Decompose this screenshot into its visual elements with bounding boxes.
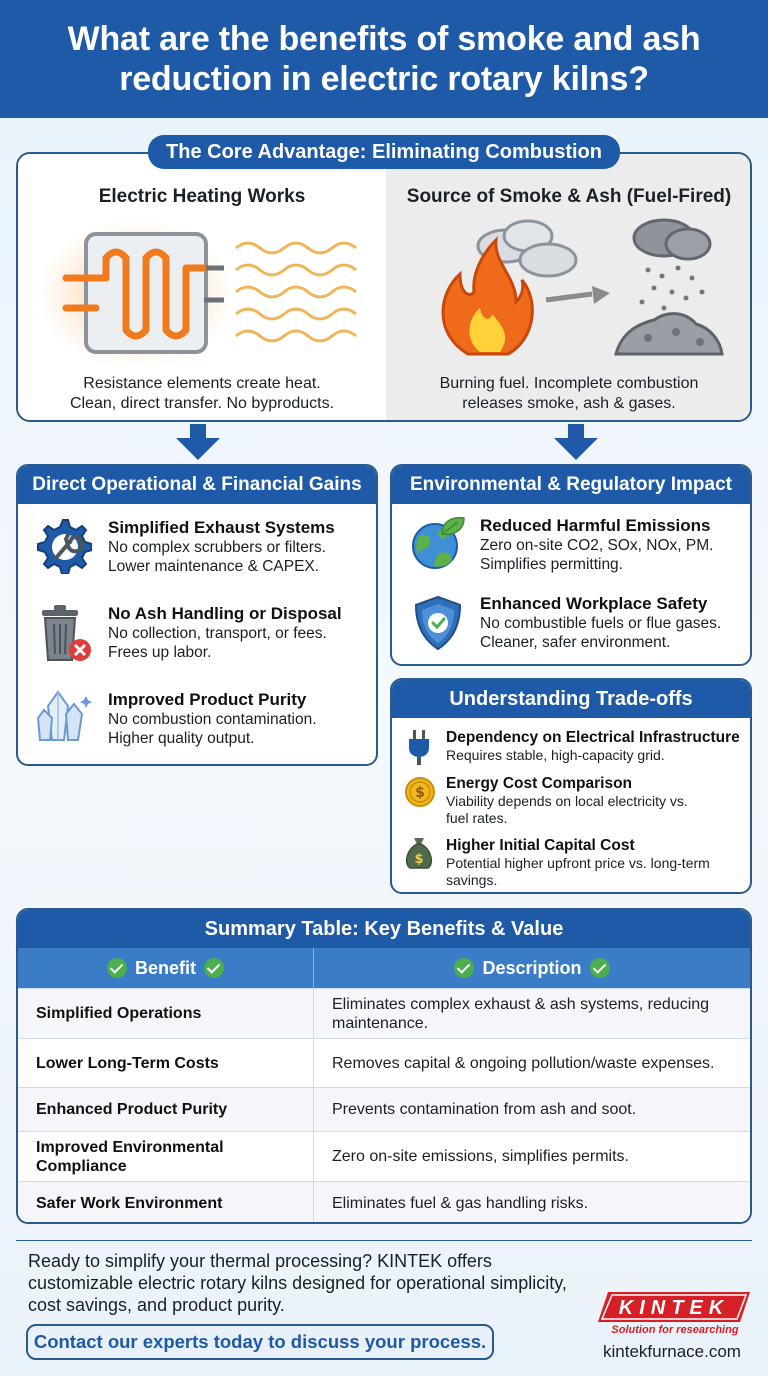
fuel-fired-panel [386, 154, 752, 420]
contact-experts-button[interactable]: Contact our experts today to discuss your process. [26, 1324, 494, 1360]
page-title: What are the benefits of smoke and ash reduction in electric rotary kilns? [67, 20, 701, 98]
check-icon [204, 958, 224, 978]
globe-leaf-icon [408, 514, 466, 572]
gain-item-purity: Improved Product Purity No combustion contamination. Higher quality output. [108, 690, 317, 747]
table-row: Improved Environmental Compliance Zero on-site emissions, simplifies permits. [18, 1131, 750, 1181]
money-bag-icon [402, 834, 436, 870]
flame-smoke-ash-icon [416, 214, 726, 364]
heating-coil-icon [36, 218, 376, 368]
shield-check-icon [412, 594, 464, 652]
trash-bin-x-icon [36, 602, 92, 664]
electric-heating-panel [18, 154, 386, 420]
gear-wrench-icon [34, 516, 92, 574]
check-icon [590, 958, 610, 978]
table-row: Simplified Operations Eliminates complex exhaust & ash systems, reducing maintenance. [18, 988, 750, 1038]
env-item-emissions: Reduced Harmful Emissions Zero on-site CO2, SOx, NOx, PM. Simplifies permitting. [480, 516, 714, 573]
plug-icon [404, 728, 434, 766]
gains-card [16, 464, 378, 766]
electric-caption: Resistance elements create heat. Clean, direct transfer. No byproducts. [69, 375, 335, 412]
env-item-safety: Enhanced Workplace Safety No combustible fuels or flue gases. Cleaner, safer environment. [480, 594, 722, 651]
crystal-icon [34, 688, 94, 746]
fuel-heading: Source of Smoke & Ash (Fuel-Fired) [406, 186, 732, 207]
svg-text:$: $ [415, 785, 425, 801]
table-row: Enhanced Product Purity Prevents contamination from ash and soot. [18, 1087, 750, 1131]
tradeoff-item-infrastructure: Dependency on Electrical Infrastructure Requires stable, high-capacity grid. [446, 729, 740, 763]
kintek-logo [598, 1292, 750, 1322]
website-link[interactable]: kintekfurnace.com [603, 1342, 741, 1361]
summary-heading: Summary Table: Key Benefits & Value [18, 910, 750, 948]
fuel-caption: Burning fuel. Incomplete combustion releases smoke, ash & gases. [439, 375, 699, 412]
tradeoffs-card [390, 678, 752, 894]
environment-heading: Environmental & Regulatory Impact [392, 466, 750, 504]
check-icon [454, 958, 474, 978]
tradeoff-item-capital-cost: Higher Initial Capital Cost Potential higher upfront price vs. long-term savings. [446, 837, 710, 888]
table-header-row [18, 948, 750, 988]
core-advantage-panel [16, 152, 752, 422]
down-arrow-left-icon [176, 424, 220, 460]
table-row: Lower Long-Term Costs Removes capital & ongoing pollution/waste expenses. [18, 1038, 750, 1087]
down-arrow-right-icon [554, 424, 598, 460]
header-banner [0, 0, 768, 118]
gain-item-ash: No Ash Handling or Disposal No collection, transport, or fees. Frees up labor. [108, 604, 342, 661]
gain-item-exhaust: Simplified Exhaust Systems No complex scrubbers or filters. Lower maintenance & CAPEX. [108, 518, 335, 575]
table-row: Safer Work Environment Eliminates fuel & gas handling risks. [18, 1181, 750, 1224]
environment-card [390, 464, 752, 666]
check-icon [107, 958, 127, 978]
table-body [18, 988, 750, 1224]
column-header-description: Description [314, 948, 750, 988]
gains-heading: Direct Operational & Financial Gains [18, 466, 376, 504]
cta-text: Ready to simplify your thermal processing? KINTEK offers customizable electric rotary kilns designed for operational simplicity, cost savings, and product purity. [28, 1251, 567, 1315]
summary-table [16, 908, 752, 1224]
svg-text:$: $ [414, 852, 424, 867]
electric-heading: Electric Heating Works [98, 186, 306, 207]
tradeoff-item-energy-cost: Energy Cost Comparison Viability depends on local electricity vs. fuel rates. [446, 775, 688, 826]
svg-text:KINTEK: KINTEK [618, 1297, 730, 1319]
footer-divider [16, 1240, 752, 1241]
logo-tagline: Solution for researching [611, 1324, 739, 1336]
coin-icon [404, 776, 436, 808]
column-header-benefit: Benefit [18, 948, 314, 988]
tradeoffs-heading: Understanding Trade-offs [392, 680, 750, 718]
core-advantage-heading: The Core Advantage: Eliminating Combustion [148, 135, 620, 169]
